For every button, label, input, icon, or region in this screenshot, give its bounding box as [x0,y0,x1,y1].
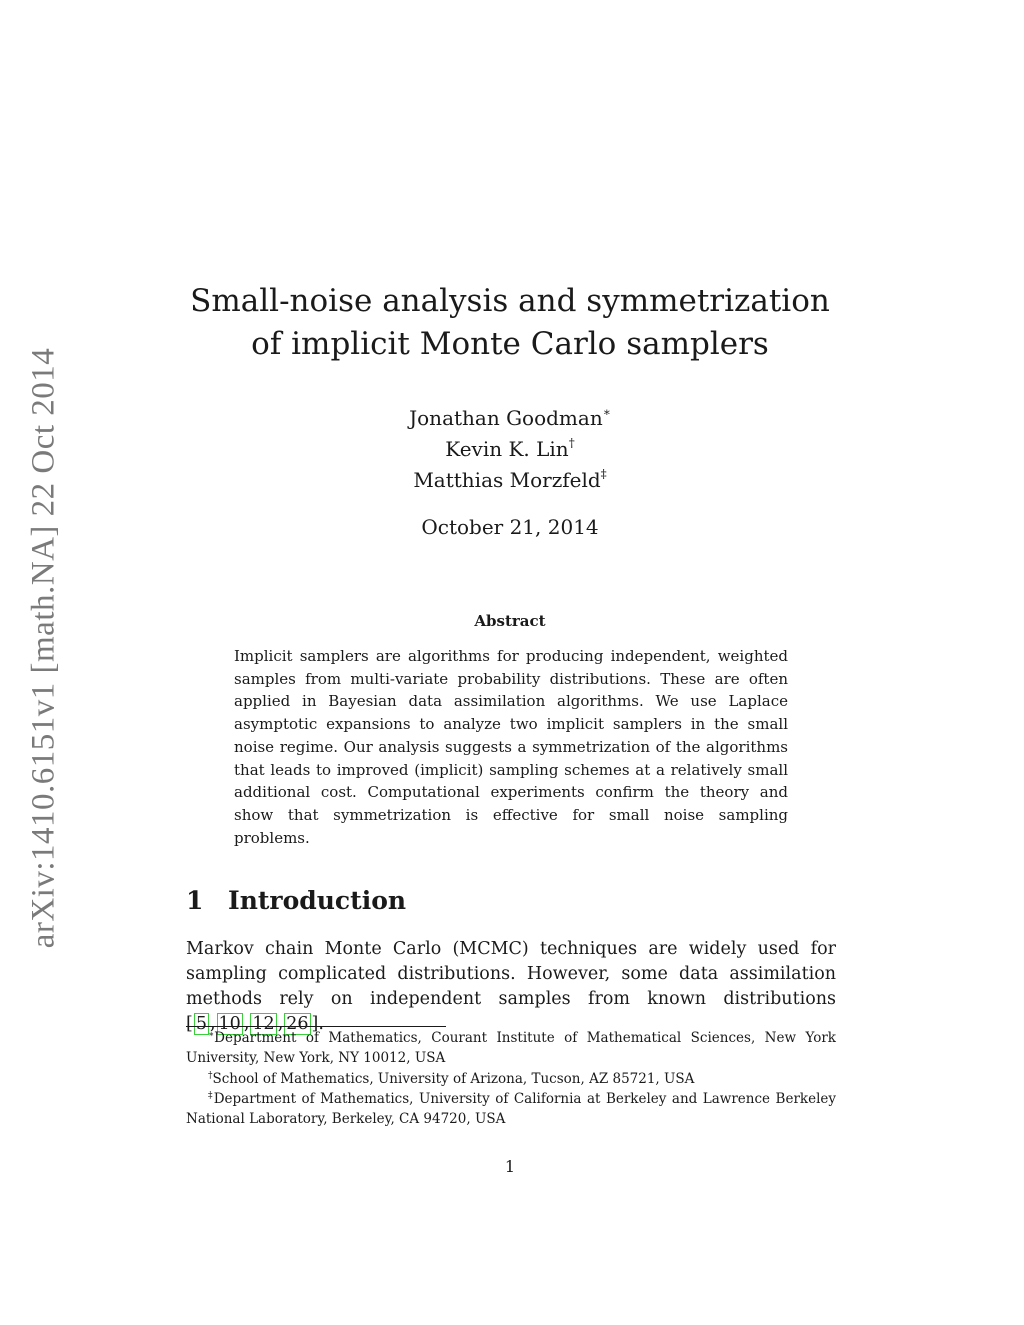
citation-link[interactable]: 5 [195,1014,207,1034]
section-heading-introduction [186,886,406,915]
footnote-text: Department of Mathematics, University of California at Berkeley and Lawrence Berkeley National Laboratory, Berkeley, CA 94720, USA [186,1090,836,1128]
abstract-heading: Abstract [474,612,546,630]
author-name: Kevin K. Lin [445,437,569,461]
footnote-mark: ‡ [208,1090,214,1101]
abstract-text: Implicit samplers are algorithms for producing independent, weighted samples from multi-variate probability distributions. These are often applied in Bayesian data assimilation algorithms. We use Laplace asymptotic expansions to analyze two implicit samplers in the small noise regime. Our analysis suggests a symmetrization of the algorithms that leads to improved (implicit) sampling schemes at a relatively small additional cost. Computational experiments confirm the theory and show that symmetrization is effective for small noise sampling problems. [234,647,788,847]
footnote-item [186,1089,836,1130]
author-footnote-mark[interactable]: ‡ [600,467,607,481]
paper-title-line-2: of implicit Monte Carlo samplers [251,326,769,362]
introduction-text: Markov chain Monte Carlo (MCMC) techniques are widely used for sampling complicated distributions. However, some data assimilation methods rely on independent samples from known distributions [186,939,836,1009]
author-name: Matthias Morzfeld [413,468,601,492]
citation-link[interactable]: 26 [286,1014,309,1034]
page-number: 1 [504,1157,516,1176]
arxiv-identifier-stamp: arXiv:1410.6151v1 [math.NA] 22 Oct 2014 [25,347,62,949]
section-number: 1 [186,886,204,915]
introduction-text-end: . [318,1014,324,1034]
footnote-text: School of Mathematics, University of Arizona, Tucson, AZ 85721, USA [212,1070,695,1087]
author-footnote-mark[interactable]: ∗ [602,405,611,419]
footnotes [186,1028,836,1129]
introduction-paragraph: Markov chain Monte Carlo (MCMC) techniques are widely used for sampling complicated distributions. However, some data assimilation methods rely on independent samples from known distributions [ 5 , 10 , 12 , 26 ]. [186,939,836,1034]
author-entry [260,465,760,496]
footnote-divider [186,1026,446,1027]
author-name: Jonathan Goodman [409,406,603,430]
author-entry [260,434,760,465]
footnote-item [186,1069,836,1089]
author-list [260,403,760,496]
citation-link[interactable]: 10 [218,1014,241,1034]
paper-title-line-1: Small-noise analysis and symmetrization [190,283,830,319]
author-footnote-mark[interactable]: † [568,436,575,450]
footnote-mark: † [208,1070,213,1081]
publication-date: October 21, 2014 [421,515,599,539]
citation-link[interactable]: 12 [252,1014,275,1034]
paper-title [170,280,850,366]
footnote-item [186,1028,836,1069]
section-title: Introduction [228,886,407,915]
author-entry [260,403,760,434]
footnote-mark: ∗ [208,1030,215,1040]
footnote-text: Department of Mathematics, Courant Institute of Mathematical Sciences, New York University, New York, NY 10012, USA [186,1030,836,1067]
